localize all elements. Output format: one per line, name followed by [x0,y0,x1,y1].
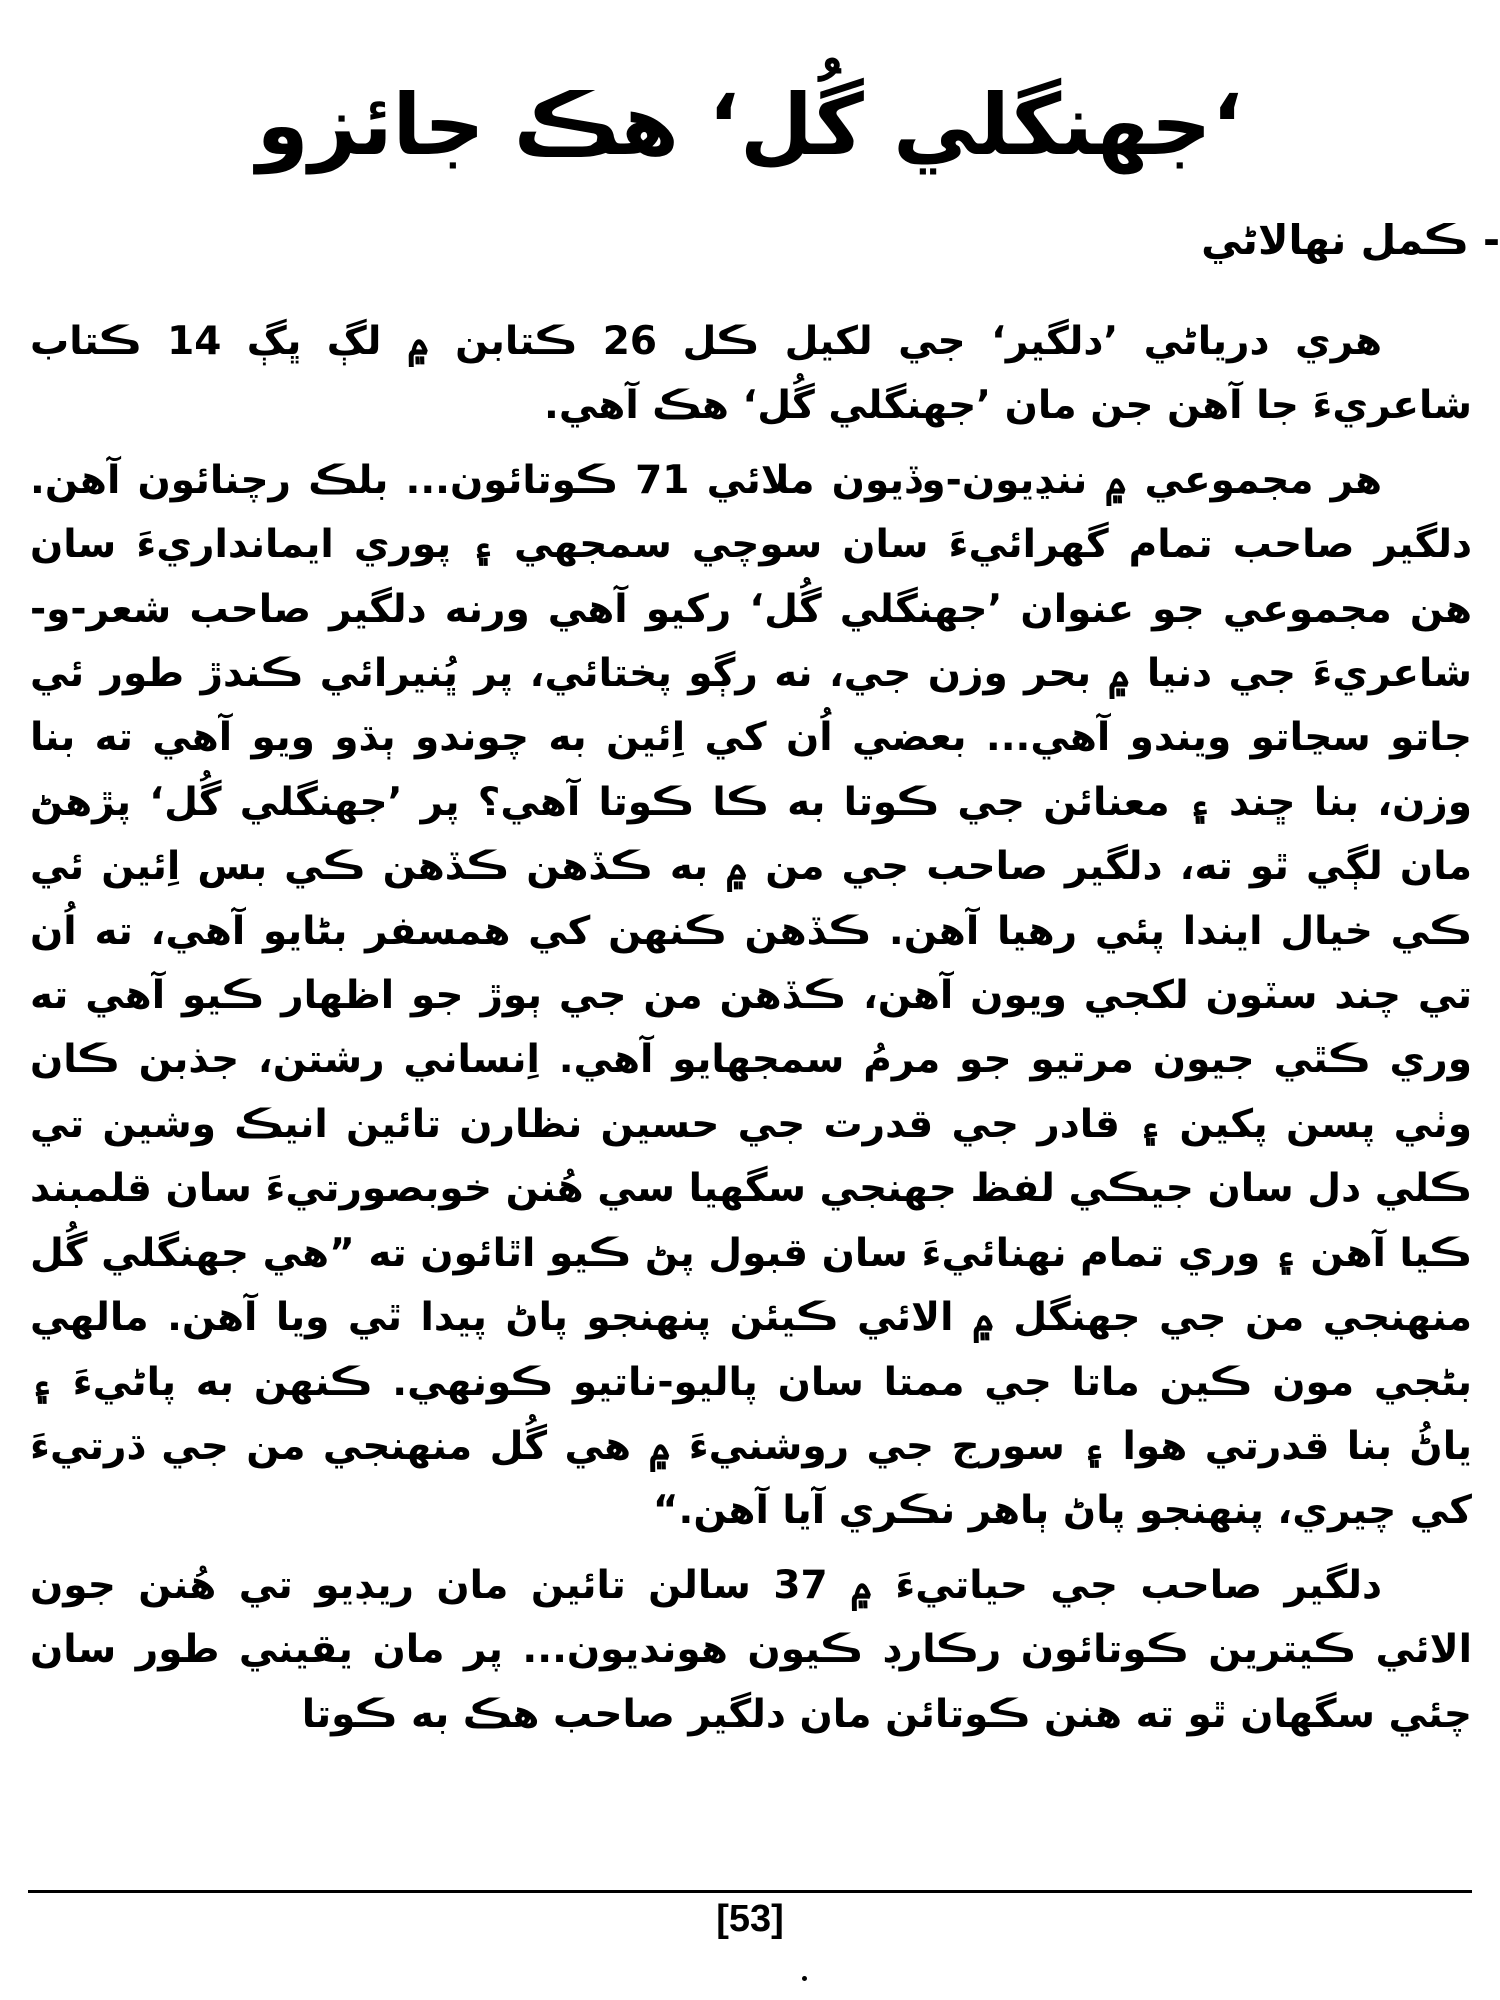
paragraph-2: هر مجموعي ۾ ننڍيون-وڏيون ملائي 71 ڪوتائون... بلڪ رچنائون آهن. دلگير صاحب تمام گهرائيءَ سان سوچي سمجهي ۽ پوري ايمانداريءَ سان هن مجموعي جو عنوان ’جهنگلي گُل‘ رکيو آهي ورنه دلگير صاحب شعر-و-شاعريءَ جي دنيا ۾ بحر وزن جي، نه رڳو پختائي، پر ڀُنيرائي ڪندڙ طور ئي جاتو سڃاتو ويندو آهي... بعضي اُن کي اِئين به چوندو ٻڌو ويو آهي ته بنا وزن، بنا ڇند ۽ معنائن جي ڪوتا به ڪا ڪوتا آهي؟ پر ’جهنگلي گُل‘ پڙهڻ مان لڳي ٿو ته، دلگير صاحب جي من ۾ به ڪڏهن ڪڏهن ڪي بس اِئين ئي ڪي خيال ايندا پئي رهيا آهن. ڪڏهن ڪنهن کي همسفر بڻايو آهي، ته اُن تي چند سٽون لکجي ويون آهن، ڪڏهن من جي ٻوڙ جو اظهار ڪيو آهي ته وري ڪٿي جيون مرتيو جو مرمُ سمجهايو آهي. اِنساني رشتن، جذبن ڪان وٺي پسن پکين ۽ قادر جي قدرت جي حسين نظارن تائين انيڪ وشين تي ڪلي دل سان جيڪي لفظ جهنجي سگهيا سي هُنن خوبصورتيءَ سان قلمبند ڪيا آهن ۽ وري تمام نهنائيءَ سان قبول پڻ ڪيو اٿائون ته ”هي جهنگلي گُل منهنجي من جي جهنگل ۾ الائي ڪيئن پنهنجو پاڻ پيدا ٿي ويا آهن. مالهي بڻجي مون ڪين ماتا جي ممتا سان پاليو-ناتيو ڪونهي. ڪنهن به پاڻيءَ ۽ ياڻُ بنا قدرتي هوا ۽ سورج جي روشنيءَ ۾ هي گُل منهنجي من جي ڌرتيءَ کي چيري، پنهنجو پاڻ ٻاهر نڪري آيا آهن.“ [30,457,1472,1534]
page-number: [53] [716,1898,784,1940]
print-speck [802,1976,807,1981]
article-body [30,310,1472,1747]
footer-divider [28,1890,1472,1893]
author-byline: - ڪمل نهالاڻي [1201,216,1500,264]
paragraph-3: دلگير صاحب جي حياتيءَ ۾ 37 سالن تائين مان ريڊيو تي هُنن جون الائي ڪيترين ڪوتائون رڪارڊ ڪيون هونديون... پر مان يقيني طور سان چئي سگهان ٿو ته هنن ڪوتائن مان دلگير صاحب هڪ به ڪوتا [30,1562,1472,1737]
paragraph-1: هري درياڻي ’دلگير‘ جي لکيل ڪل 26 ڪتابن ۾ لڳ ڀڳ 14 ڪتاب شاعريءَ جا آهن جن مان ’جهنگلي گُل‘ هڪ آهي. [30,319,1472,429]
article-title: ‘جهنگلي گُل‘ هڪ جائزو [256,76,1244,174]
